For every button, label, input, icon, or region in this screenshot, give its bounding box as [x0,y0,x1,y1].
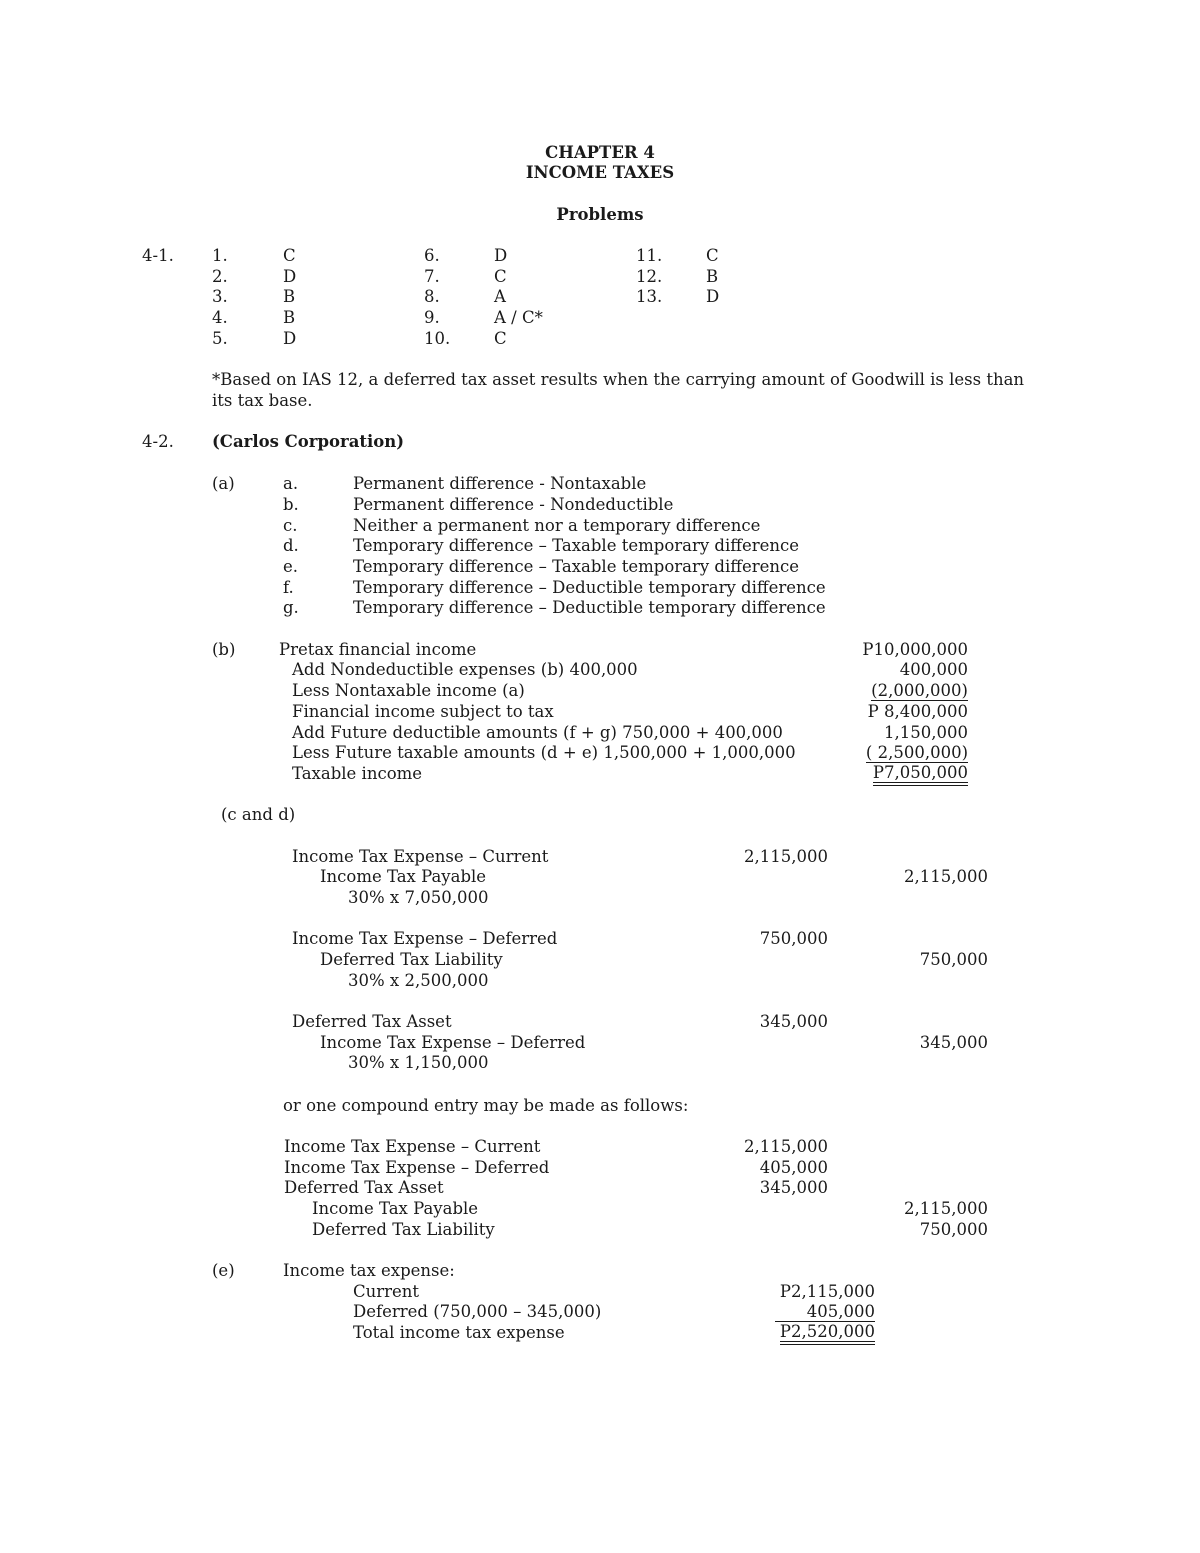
schedule-total-cell [848,764,968,786]
item-letter: e. [283,557,299,576]
debit-account: Income Tax Expense – Current [292,847,549,866]
answer-num: 3. [212,287,228,306]
answer-num: 9. [424,308,440,327]
answer-letter: D [283,267,297,286]
answer-letter: B [283,287,296,306]
debit-amount: 345,000 [759,1012,828,1031]
credit-account: Income Tax Payable [320,867,487,886]
answer-num: 10. [424,329,451,348]
item-letter: b. [283,495,299,514]
schedule-amount: (2,000,000) [871,681,968,700]
schedule-amount-cell [848,743,968,763]
chapter-subtitle: INCOME TAXES [525,163,675,182]
answer-letter: B [706,267,719,286]
compound-credit: 2,115,000 [904,1199,988,1218]
answer-num: 13. [636,287,663,306]
schedule-line: Pretax financial income [279,640,477,659]
answer-letter: C [706,246,719,265]
compound-account: Deferred Tax Liability [312,1220,495,1239]
entry-computation: 30% x 2,500,000 [348,971,489,990]
item-letter: d. [283,536,299,555]
answer-num: 5. [212,329,228,348]
problem-number-4-1: 4-1. [142,246,174,265]
item-text: Temporary difference – Deductible temporary difference [353,598,826,617]
item-letter: g. [283,598,299,617]
answer-letter: D [706,287,720,306]
answer-num: 6. [424,246,440,265]
part-a-label: (a) [212,474,235,493]
schedule-line: Less Nontaxable income (a) [292,681,525,700]
part-b-label: (b) [212,640,236,659]
answer-num: 11. [636,246,663,265]
compound-debit: 345,000 [759,1178,828,1197]
compound-credit: 750,000 [919,1220,988,1239]
answer-letter: C [283,246,296,265]
item-text: Permanent difference - Nontaxable [353,474,647,493]
item-text: Temporary difference – Taxable temporary difference [353,557,800,576]
schedule-line: Add Nondeductible expenses (b) 400,000 [292,660,638,679]
item-text: Permanent difference - Nondeductible [353,495,674,514]
answer-letter: C [494,267,507,286]
item-letter: f. [283,578,294,597]
item-text: Temporary difference – Deductible temporary difference [353,578,826,597]
credit-account: Deferred Tax Liability [320,950,503,969]
problem-number-4-2: 4-2. [142,432,174,451]
answer-num: 2. [212,267,228,286]
schedule-line: Taxable income [292,764,423,783]
schedule-amount-cell [868,681,968,701]
answer-num: 12. [636,267,663,286]
schedule-line: Financial income subject to tax [292,702,554,721]
answer-num: 1. [212,246,228,265]
debit-account: Income Tax Expense – Deferred [292,929,558,948]
compound-account: Income Tax Payable [312,1199,479,1218]
credit-account: Income Tax Expense – Deferred [320,1033,586,1052]
item-letter: c. [283,516,298,535]
answer-num: 4. [212,308,228,327]
compound-debit: 405,000 [759,1158,828,1177]
compound-debit: 2,115,000 [744,1137,828,1156]
expense-amount: P2,115,000 [779,1282,875,1301]
compound-account: Income Tax Expense – Deferred [284,1158,550,1177]
chapter-title: CHAPTER 4 [545,143,655,162]
schedule-amount: P10,000,000 [862,640,968,659]
debit-account: Deferred Tax Asset [292,1012,452,1031]
entry-computation: 30% x 7,050,000 [348,888,489,907]
item-text: Neither a permanent nor a temporary difference [353,516,761,535]
compound-account: Deferred Tax Asset [284,1178,444,1197]
credit-amount: 345,000 [919,1033,988,1052]
debit-amount: 2,115,000 [744,847,828,866]
footnote-line-2: its tax base. [212,391,313,410]
part-e-label: (e) [212,1261,235,1280]
expense-total-cell [760,1323,875,1345]
answer-num: 7. [424,267,440,286]
entry-computation: 30% x 1,150,000 [348,1053,489,1072]
footnote-line-1: *Based on IAS 12, a deferred tax asset results when the carrying amount of Goodwill is less than [212,370,1025,389]
answer-letter: D [283,329,297,348]
part-cd-label: (c and d) [221,805,296,824]
schedule-amount: 1,150,000 [884,723,968,742]
expense-line: Total income tax expense [353,1323,565,1342]
item-letter: a. [283,474,299,493]
debit-amount: 750,000 [759,929,828,948]
company-name: (Carlos Corporation) [212,432,405,451]
expense-amount: 405,000 [775,1302,875,1322]
answer-num: 8. [424,287,440,306]
schedule-amount: ( 2,500,000) [865,743,968,762]
schedule-amount: P 8,400,000 [867,702,968,721]
expense-amount-cell [775,1302,875,1322]
expense-line: Deferred (750,000 – 345,000) [353,1302,602,1321]
answer-letter: C [494,329,507,348]
item-text: Temporary difference – Taxable temporary difference [353,536,800,555]
expense-total: P2,520,000 [780,1323,875,1345]
credit-amount: 2,115,000 [904,867,988,886]
answer-letter: D [494,246,508,265]
schedule-amount: 400,000 [899,660,968,679]
schedule-total: P7,050,000 [873,764,968,786]
credit-amount: 750,000 [919,950,988,969]
compound-entry-intro: or one compound entry may be made as follows: [283,1096,689,1115]
expense-line: Current [353,1282,420,1301]
part-e-heading: Income tax expense: [283,1261,455,1280]
answer-letter: A / C* [494,308,543,327]
schedule-line: Less Future taxable amounts (d + e) 1,500,000 + 1,000,000 [292,743,796,762]
section-heading: Problems [556,205,644,224]
schedule-line: Add Future deductible amounts (f + g) 750,000 + 400,000 [292,723,783,742]
answer-letter: B [283,308,296,327]
answer-letter: A [494,287,506,306]
compound-account: Income Tax Expense – Current [284,1137,541,1156]
